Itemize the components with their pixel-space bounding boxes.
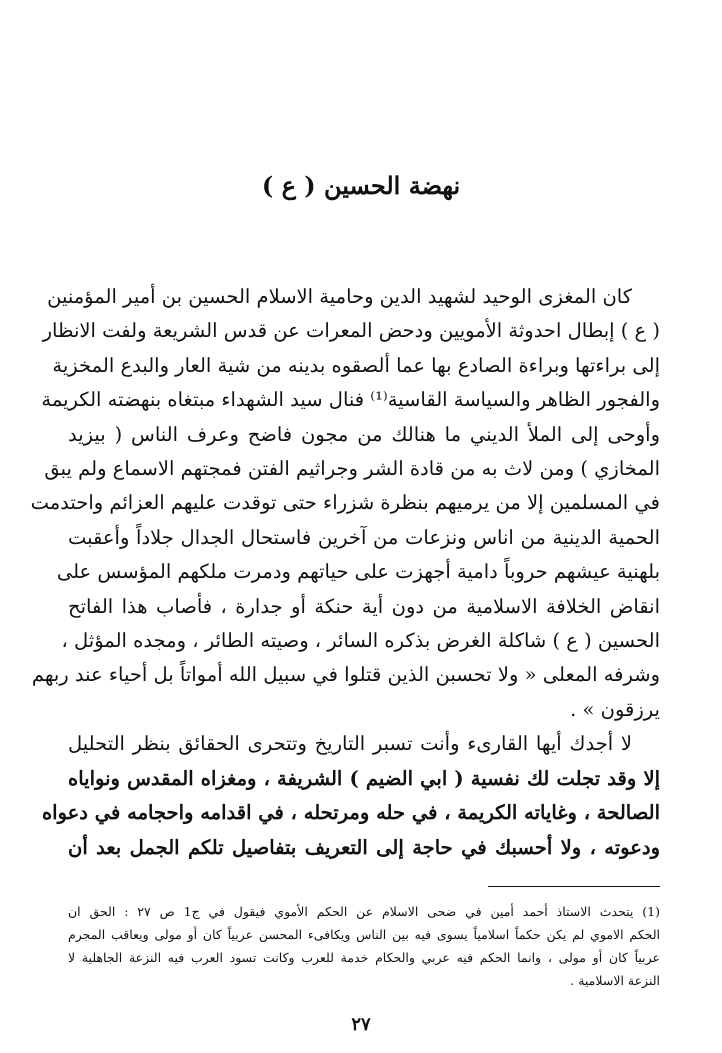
page-number: ٢٧ [351, 1014, 371, 1035]
chapter-title: نهضة الحسين ( ع ) [261, 171, 461, 200]
body-line: وشرفه المعلى « ولا تحسبن الذين قتلوا في سبيل الله أمواتاً بل أحياء عند ربهم [31, 663, 660, 687]
body-line: المخازي ) ومن لاث به من قادة الشر وجراثيم الفتن فمجتهم الاسماع ولم يبق [44, 457, 660, 481]
body-line: لا أجدك أيها القارىء وأنت تسبر التاريخ وتتحرى الحقائق بنظر التحليل [68, 732, 632, 756]
footnote-separator [488, 886, 660, 887]
footnote [68, 900, 660, 992]
footnote-line: الحكم الاموي لم يكن حكماً اسلامياً يسوى فيه بين الناس ويكافىء المحسن عربياً كان أو مولى ويعاقب المجرم [68, 927, 660, 942]
body-line: انقاض الخلافة الاسلامية من دون أية حنكة أو جدارة ، فأصاب هذا الفاتح [68, 594, 660, 618]
body-line: بلهنية عيشهم حروباً دامية أجهزت على حياتهم ودمرت ملكهم المؤسس على [56, 560, 660, 584]
body-line: الحمية الدينية من اناس ونزعات من آخرين فاستحال الجدال جلاداً وأعقبت [68, 525, 660, 549]
body-line: ودعوته ، ولا أحسبك في حاجة إلى التعريف بتفاصيل تلكم الجمل بعد أن [68, 835, 660, 859]
body-line: الصالحة ، وغاياته الكريمة ، في حله ومرتحله ، في اقدامه واحجامه في دعواه [41, 801, 660, 825]
body-line: يرزقون » . [570, 697, 660, 721]
body-line: في المسلمين إلا من يرميهم بنظرة شزراء حتى توقدت عليهم العزائم واحتدمت [30, 491, 660, 515]
body-line: والفجور الظاهر والسياسة القاسية⁽¹⁾ فنال سيد الشهداء مبتغاه بنهضته الكريمة [41, 388, 660, 412]
footnote-line: عربياً كان أو مولى ، وانما الحكم فيه عربي والحكام خدمة للعرب وكانت تسود العرب فيه النزعة الجاهلية لا [68, 950, 660, 965]
body-line: إلا وقد تجلت لك نفسية ( ابي الضيم ) الشريفة ، ومغزاه المقدس ونواياه [68, 766, 660, 790]
body-text [30, 280, 660, 865]
body-line: كان المغزى الوحيد لشهيد الدين وحامية الاسلام الحسين بن أمير المؤمنين [47, 285, 632, 308]
body-line: ( ع ) إبطال احدوثة الأمويين ودحض المعرات عن قدس الشريعة ولفت الانظار [42, 319, 660, 343]
body-line: إلى براءتها وبراءة الصادع بها عما ألصقوه بدينه من شية العار والبدع المخزية [52, 353, 660, 377]
body-line: الحسين ( ع ) شاكلة الغرض بذكره السائر ، وصيته الطائر ، ومجده المؤثل ، [61, 629, 660, 653]
footnote-line: النزعة الاسلامية . [570, 973, 660, 988]
footnote-line: (1) يتحدث الاستاذ أحمد أمين في ضحى الاسلام عن الحكم الأموي فيقول في ج1 ص ٢٧ : الحق ان [68, 904, 661, 919]
body-line: وأوحى إلى الملأ الديني ما هنالك من مجون فاضح وعرف الناس ( بيزيد [68, 422, 660, 446]
